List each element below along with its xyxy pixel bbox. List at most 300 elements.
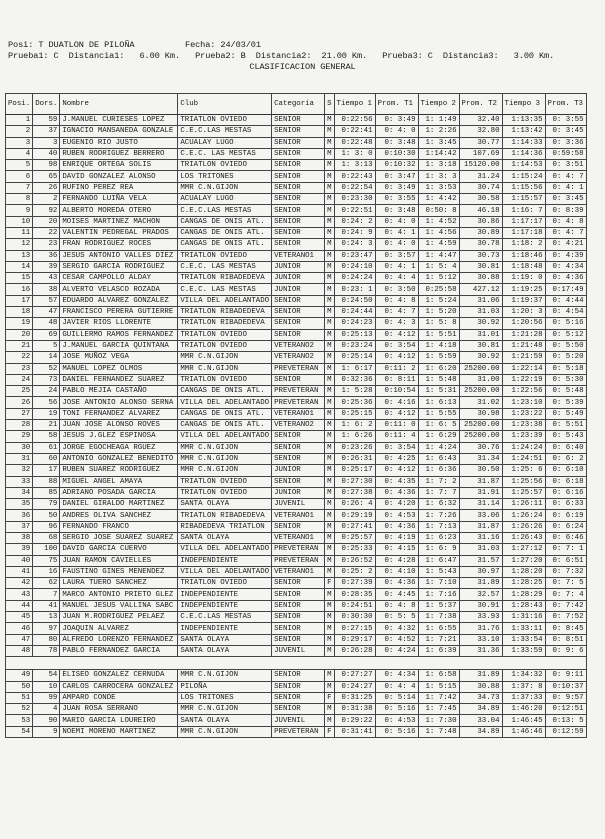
table-cell: 13 (6, 250, 33, 261)
table-row (6, 510, 587, 521)
table-cell: 31.89 (459, 578, 502, 589)
table-cell: 0: 5:16 (375, 726, 418, 737)
table-cell: 69 (33, 329, 60, 340)
table-cell: 20 (33, 216, 60, 227)
table-cell: 0:25:36 (334, 397, 375, 408)
table-cell: 1:46:20 (502, 704, 545, 715)
table-cell: M (325, 453, 334, 464)
table-cell: VETERANO2 (272, 340, 325, 351)
table-cell: 1: 5:48 (418, 374, 459, 385)
table-cell: M (325, 194, 334, 205)
table-cell: 30.88 (459, 273, 502, 284)
table-cell: TRIATLON RIBADEDEVA (178, 273, 272, 284)
table-cell: 1:13:35 (502, 115, 545, 126)
table-cell: JUAN RAMON CAVIELLES (60, 555, 178, 566)
table-cell: 11 (6, 227, 33, 238)
table-cell: 1: 6:20 (418, 363, 459, 374)
table-cell: 0: 6: 2 (545, 453, 586, 464)
table-cell: 1:37: 8 (502, 681, 545, 692)
table-cell: 31.00 (459, 374, 502, 385)
table-cell: MMR C.N.GIJON (178, 363, 272, 374)
table-cell: 36 (6, 510, 33, 521)
table-cell: 0:29:19 (334, 510, 375, 521)
table-cell: 0:27:27 (334, 670, 375, 681)
table-row (6, 386, 587, 397)
table-cell: 31.87 (459, 476, 502, 487)
table-cell: 0: 4:39 (545, 250, 586, 261)
table-cell: 1 (6, 115, 33, 126)
table-cell: CANGAS DE ONIS ATL. (178, 216, 272, 227)
table-row (6, 532, 587, 543)
table-cell: 3 (33, 137, 60, 148)
table-cell: 20 (6, 329, 33, 340)
table-cell: 0: 4:28 (375, 555, 418, 566)
table-cell: SENIOR (272, 442, 325, 453)
table-cell: 0:10:30 (375, 148, 418, 159)
table-cell: SENIOR (272, 318, 325, 329)
table-cell: 0:11: 4 (375, 431, 418, 442)
table-cell: 1: 6:26 (334, 431, 375, 442)
table-row (6, 420, 587, 431)
table-cell: LAURA TUERO SANCHEZ (60, 578, 178, 589)
table-cell: 47 (33, 307, 60, 318)
table-cell: 0: 3:54 (375, 340, 418, 351)
table-row (6, 521, 587, 532)
table-cell: 1: 4:59 (418, 239, 459, 250)
table-cell: SERGIO JOSE SUAREZ SUAREZ (60, 532, 178, 543)
column-header: Tiempo 3 (502, 94, 545, 115)
table-row (6, 600, 587, 611)
table-cell: 26 (33, 182, 60, 193)
table-cell: 30 (6, 442, 33, 453)
table-cell: 31.89 (459, 670, 502, 681)
table-row (6, 216, 587, 227)
table-cell: 5 (6, 160, 33, 171)
table-cell: 30.92 (459, 318, 502, 329)
table-cell: VETERANO1 (272, 250, 325, 261)
table-cell: JUNIOR (272, 284, 325, 295)
table-cell: TRIATLON OVIEDO (178, 374, 272, 385)
table-cell: 97 (33, 623, 60, 634)
table-row (6, 239, 587, 250)
table-cell: 0: 7:42 (545, 600, 586, 611)
table-cell: SANTA OLAYA (178, 634, 272, 645)
table-cell: 0:27:39 (334, 578, 375, 589)
table-cell: 42 (6, 578, 33, 589)
results-table (5, 93, 587, 738)
table-cell: RUBEN SUAREZ RODRIGUEZ (60, 465, 178, 476)
table-cell: 1: 4:24 (418, 442, 459, 453)
results-table-wrapper (5, 93, 587, 738)
table-cell: MMR C.N.GIJON (178, 352, 272, 363)
table-cell: MMR C.N.GIJON (178, 670, 272, 681)
table-cell: 0:25:13 (334, 329, 375, 340)
table-cell: 88 (33, 476, 60, 487)
table-cell: 78 (33, 645, 60, 656)
table-cell: 0: 5:51 (545, 420, 586, 431)
table-cell: 1: 6:55 (418, 623, 459, 634)
table-cell: JUAN JOSE ALONSO ROVES (60, 420, 178, 431)
table-cell: 31.91 (459, 487, 502, 498)
table-cell: 107.69 (459, 148, 502, 159)
table-cell: 0:30:30 (334, 612, 375, 623)
table-cell: 30.91 (459, 600, 502, 611)
table-cell: 0: 6:19 (545, 510, 586, 521)
table-cell: ACUALAY LUGO (178, 137, 272, 148)
table-cell: 0: 6:24 (545, 521, 586, 532)
column-header: Club (178, 94, 272, 115)
table-cell: SENIOR (272, 578, 325, 589)
table-cell: 1:34:32 (502, 670, 545, 681)
column-header: Tiempo 2 (418, 94, 459, 115)
table-row (6, 555, 587, 566)
table-cell: 46.18 (459, 205, 502, 216)
table-cell: 0: 4:12 (375, 329, 418, 340)
table-cell: 1: 5:20 (418, 307, 459, 318)
table-body (6, 115, 587, 738)
table-row (6, 363, 587, 374)
table-cell: JESUS J.GLEZ ESPINOSA (60, 431, 178, 442)
table-cell: 1: 1:49 (418, 115, 459, 126)
table-cell: M (325, 137, 334, 148)
table-cell: SENIOR (272, 227, 325, 238)
table-cell: TRIATLON OVIEDO (178, 250, 272, 261)
table-cell: 99 (33, 692, 60, 703)
table-row (6, 318, 587, 329)
table-cell: 0:11: 0 (375, 420, 418, 431)
table-cell: 0: 3:55 (375, 194, 418, 205)
table-cell: 68 (33, 532, 60, 543)
table-cell: 0: 4: 7 (545, 227, 586, 238)
table-cell: SENIOR (272, 216, 325, 227)
table-cell: 1:27:20 (502, 555, 545, 566)
column-header: Posi. (6, 94, 33, 115)
table-cell: 10 (6, 216, 33, 227)
table-cell: 47 (6, 634, 33, 645)
table-cell: PREVETERAN (272, 726, 325, 737)
table-cell: 1: 7:10 (418, 578, 459, 589)
table-cell: 22 (6, 352, 33, 363)
table-cell: 0:25:57 (334, 532, 375, 543)
table-cell: 0: 9:57 (545, 692, 586, 703)
table-cell: 31.02 (459, 397, 502, 408)
table-cell: AMPARO CONDE (60, 692, 178, 703)
table-cell: 52 (6, 704, 33, 715)
table-cell: 0: 6:10 (545, 465, 586, 476)
table-cell: 1:25: 6 (502, 465, 545, 476)
table-cell: 0: 6:33 (545, 499, 586, 510)
table-cell: 10 (33, 681, 60, 692)
table-cell: 30.78 (459, 239, 502, 250)
table-cell: 75 (33, 555, 60, 566)
table-cell: M (325, 397, 334, 408)
table-cell: 0:24: 9 (334, 227, 375, 238)
table-cell: 1:21:28 (502, 329, 545, 340)
table-cell: 32.57 (459, 589, 502, 600)
table-cell: PILOÑA (178, 681, 272, 692)
table-cell: M (325, 115, 334, 126)
table-cell: 1: 7:26 (418, 510, 459, 521)
table-cell: DANIEL GIRALDO MARTINEZ (60, 499, 178, 510)
table-cell: 0:24:44 (334, 307, 375, 318)
table-cell: 16 (33, 566, 60, 577)
table-cell: 0: 4:24 (375, 645, 418, 656)
table-cell: EUGENIO RIO JUSTO (60, 137, 178, 148)
table-cell: F (325, 726, 334, 737)
table-cell: 0: 4: 0 (375, 216, 418, 227)
table-cell: 0: 4:34 (545, 261, 586, 272)
table-cell: 29 (6, 431, 33, 442)
table-cell: 27 (6, 408, 33, 419)
table-cell: 30.58 (459, 194, 502, 205)
table-cell: J.MANUEL GARCIA QUINTANA (60, 340, 178, 351)
table-cell: 0: 8:45 (545, 623, 586, 634)
table-cell: 14 (33, 352, 60, 363)
table-cell: VILLA DEL ADELANTADO (178, 566, 272, 577)
table-cell: 1:18: 2 (502, 239, 545, 250)
table-cell: 1: 4:42 (418, 194, 459, 205)
table-cell: 24 (6, 374, 33, 385)
table-cell: 56 (33, 397, 60, 408)
table-cell: 0:22:41 (334, 126, 375, 137)
table-cell: TRIATLON OVIEDO (178, 340, 272, 351)
table-cell: 0:25:15 (334, 408, 375, 419)
table-cell: M (325, 600, 334, 611)
table-row (6, 148, 587, 159)
table-cell: 1:24:24 (502, 442, 545, 453)
table-cell: 30.89 (459, 227, 502, 238)
table-cell: M (325, 408, 334, 419)
table-cell: 85 (33, 487, 60, 498)
table-cell: C.E.C.LAS MESTAS (178, 126, 272, 137)
table-cell: ALVERTO VELASCO ROZADA (60, 284, 178, 295)
table-cell: 0: 4: 7 (375, 307, 418, 318)
table-cell: M (325, 250, 334, 261)
table-cell: 1:14:53 (502, 160, 545, 171)
table-cell: 0: 4:36 (545, 273, 586, 284)
table-cell: 1: 6: 2 (334, 420, 375, 431)
table-cell: 1:23:38 (502, 420, 545, 431)
table-cell: 23 (33, 239, 60, 250)
table-cell: 0: 4:12 (375, 352, 418, 363)
table-cell: 1:17:18 (502, 227, 545, 238)
table-row (6, 589, 587, 600)
table-cell: 0: 5:50 (545, 340, 586, 351)
table-cell: SENIOR (272, 453, 325, 464)
table-cell: 0: 7: 4 (545, 589, 586, 600)
table-row (6, 692, 587, 703)
table-cell: 31.34 (459, 453, 502, 464)
table-cell: LOS TRITONES (178, 692, 272, 703)
table-cell: M (325, 318, 334, 329)
table-cell: 1:22:56 (502, 386, 545, 397)
table-cell: 0:25:14 (334, 352, 375, 363)
table-cell: 4 (6, 148, 33, 159)
table-cell: 0:23:26 (334, 442, 375, 453)
table-cell: ENRIQUE ORTEGA SOLIS (60, 160, 178, 171)
table-cell: 0: 3:48 (375, 205, 418, 216)
table-row (6, 408, 587, 419)
table-cell: 1:13:42 (502, 126, 545, 137)
table-cell: 31.76 (459, 623, 502, 634)
table-cell: SENIOR (272, 307, 325, 318)
table-row (6, 284, 587, 295)
table-cell: 0: 4:16 (375, 397, 418, 408)
table-cell: SENIOR (272, 295, 325, 306)
table-cell: INDEPENDIENTE (178, 589, 272, 600)
table-cell: VILLA DEL ADELANTADO (178, 397, 272, 408)
table-cell: PREVETERAN (272, 363, 325, 374)
table-cell: 1:19:37 (502, 295, 545, 306)
table-cell: 35 (6, 499, 33, 510)
table-cell: 46 (6, 623, 33, 634)
table-cell: J.MANUEL CURIESES LOPEZ (60, 115, 178, 126)
table-cell: 0: 4:44 (545, 295, 586, 306)
table-cell: 1:27:12 (502, 544, 545, 555)
table-cell: 0: 3:54 (375, 442, 418, 453)
table-cell: INDEPENDIENTE (178, 555, 272, 566)
table-cell: 1: 3:13 (334, 160, 375, 171)
table-cell: VILLA DEL ADELANTADO (178, 295, 272, 306)
table-cell: 31.14 (459, 499, 502, 510)
table-cell: 0: 4:21 (545, 239, 586, 250)
table-cell: MMR C.N.GIJON (178, 453, 272, 464)
table-cell: M (325, 670, 334, 681)
table-cell: 0:24: 3 (334, 239, 375, 250)
table-cell: SENIOR (272, 600, 325, 611)
table-cell: 1: 7: 7 (418, 487, 459, 498)
table-cell: 1: 7:38 (418, 612, 459, 623)
table-cell: 0:13: 5 (545, 715, 586, 726)
table-cell: CARLOS CARROCERA GONZALEZ (60, 681, 178, 692)
table-cell: 43 (33, 273, 60, 284)
table-cell: 23 (6, 363, 33, 374)
table-cell: M (325, 487, 334, 498)
table-cell: 0:29:17 (334, 634, 375, 645)
table-cell: 34 (6, 487, 33, 498)
table-cell: 0:10:37 (545, 681, 586, 692)
table-cell: 31 (6, 453, 33, 464)
table-cell: PREVETERAN (272, 544, 325, 555)
table-cell: SENIOR (272, 137, 325, 148)
table-cell: 0: 4:36 (375, 578, 418, 589)
table-cell: 3 (6, 137, 33, 148)
table-cell: 1:28:43 (502, 600, 545, 611)
table-cell: 8 (6, 194, 33, 205)
column-header: Tiempo 1 (334, 94, 375, 115)
table-cell: 50 (6, 681, 33, 692)
table-cell: 100 (33, 544, 60, 555)
table-cell: SENIOR (272, 681, 325, 692)
table-cell: M (325, 227, 334, 238)
table-cell: 22 (33, 227, 60, 238)
table-cell: SANTA OLAYA (178, 645, 272, 656)
header-event-line (8, 40, 261, 50)
table-cell: FERNANDO LUIÑA VELA (60, 194, 178, 205)
table-cell: 1: 5:12 (418, 273, 459, 284)
table-cell: ACUALAY LUGO (178, 194, 272, 205)
table-cell: PREVETERAN (272, 386, 325, 397)
table-cell: 0: 3:36 (545, 137, 586, 148)
table-cell: TRIATLON OVIEDO (178, 329, 272, 340)
table-cell: JOSE ANTONIO ALONSO SERNA (60, 397, 178, 408)
table-cell: 0: 4:12 (375, 465, 418, 476)
table-cell: SENIOR (272, 329, 325, 340)
table-cell: 19 (33, 408, 60, 419)
table-cell: 73 (33, 374, 60, 385)
table-cell: 0: 7:32 (545, 566, 586, 577)
table-cell: 0:12:51 (545, 704, 586, 715)
table-cell: 43 (6, 589, 33, 600)
table-cell: 25200.00 (459, 420, 502, 431)
table-row (6, 115, 587, 126)
table-cell: 0: 5:20 (545, 352, 586, 363)
table-cell: 1:21:48 (502, 340, 545, 351)
table-cell: FRAN RODRIGUEZ ROCES (60, 239, 178, 250)
table-cell: 0:26:28 (334, 645, 375, 656)
table-cell: 1:46:46 (502, 726, 545, 737)
table-cell: VETERANO1 (272, 532, 325, 543)
table-cell: 1:33:54 (502, 634, 545, 645)
table-cell: JUAN ROSA SERRANO (60, 704, 178, 715)
table-cell: 33.06 (459, 510, 502, 521)
table-cell: 30.81 (459, 261, 502, 272)
table-cell: 1:22:14 (502, 363, 545, 374)
table-cell: 0:25: 2 (334, 566, 375, 577)
table-header-row (6, 94, 587, 115)
table-cell: 1: 5:43 (418, 566, 459, 577)
table-row (6, 726, 587, 737)
table-cell: VILLA DEL ADELANTADO (178, 544, 272, 555)
table-cell: 0:24:27 (334, 681, 375, 692)
table-cell: 33.10 (459, 634, 502, 645)
table-cell: 41 (6, 566, 33, 577)
table-cell: 0:24: 2 (334, 216, 375, 227)
table-cell: 0: 6:51 (545, 555, 586, 566)
table-cell: 80 (33, 634, 60, 645)
table-cell: 0:12:59 (545, 726, 586, 737)
table-cell: 0: 5:43 (545, 431, 586, 442)
table-cell: MMR C.N.GIJON (178, 704, 272, 715)
table-cell: 0:24:23 (334, 318, 375, 329)
table-cell: 7 (33, 589, 60, 600)
table-cell: TRIATLON RIBADEDEVA (178, 307, 272, 318)
table-cell: 1:23:10 (502, 397, 545, 408)
table-row (6, 295, 587, 306)
table-cell: 34.89 (459, 726, 502, 737)
table-cell: 44 (6, 600, 33, 611)
table-cell: 1: 3:45 (418, 137, 459, 148)
table-cell: 1: 6:13 (418, 397, 459, 408)
table-cell: 65 (33, 171, 60, 182)
table-cell: SANTA OLAYA (178, 499, 272, 510)
column-header: Dors. (33, 94, 60, 115)
table-cell: 1:19: 0 (502, 273, 545, 284)
table-cell: 31.24 (459, 171, 502, 182)
table-cell: 1: 3: 3 (418, 171, 459, 182)
table-cell: ANDRES OLIVA SANCHEZ (60, 510, 178, 521)
table-cell: 1: 5:31 (418, 386, 459, 397)
table-cell: 0: 3:49 (375, 182, 418, 193)
table-row (6, 442, 587, 453)
table-cell: VILLA DEL ADELANTADO (178, 431, 272, 442)
table-cell: 37 (33, 126, 60, 137)
table-cell: 96 (33, 521, 60, 532)
table-cell: 31.03 (459, 544, 502, 555)
table-cell: CESAR CAMPOLLO ALDAY (60, 273, 178, 284)
table-cell: 37 (6, 521, 33, 532)
table-cell: 0:31:38 (334, 704, 375, 715)
